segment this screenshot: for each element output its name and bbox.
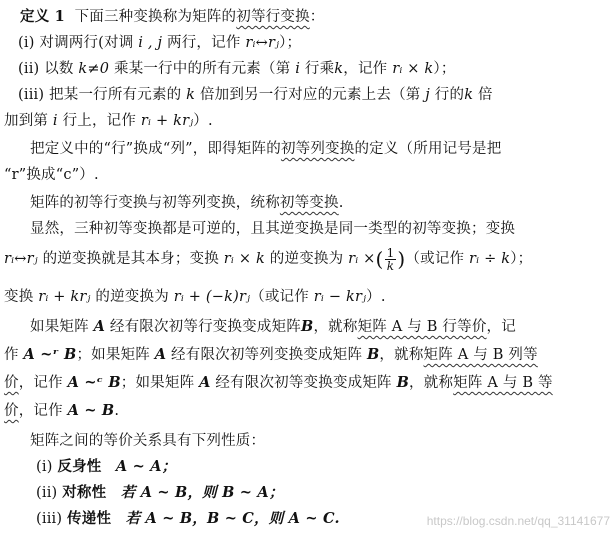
definition-colon: ： <box>309 9 325 25</box>
matrix-symbol: B <box>300 318 314 335</box>
fraction-denominator: k <box>386 258 395 273</box>
paragraph-text: 的逆变换为 <box>90 289 174 305</box>
rule-math: i <box>295 61 301 77</box>
column-transform-term: 初等列变换 <box>280 141 355 157</box>
rule-math: i , j <box>138 35 163 51</box>
property-item <box>36 480 284 506</box>
rule-1 <box>18 30 301 56</box>
math-notation: rᵢ↔rⱼ <box>4 251 38 267</box>
rule-math: k <box>334 61 344 77</box>
property-formula: 若 A ~ B，B ~ C，则 A ~ C. <box>125 510 340 527</box>
column-transform-line-1 <box>30 136 501 162</box>
rule-number: (i) <box>18 35 35 51</box>
math-notation: rᵢ × k <box>223 251 265 267</box>
rule-math: j <box>425 87 430 103</box>
property-formula: A ~ A； <box>115 458 177 475</box>
left-paren: ( <box>375 247 384 271</box>
property-name: 对称性 <box>62 484 107 501</box>
paragraph-text: ，记作 <box>18 403 68 419</box>
paragraph-text: 把定义中的“行”换成“列”，即得矩阵的 <box>30 141 281 157</box>
paragraph-text: ）； <box>510 251 533 267</box>
property-item <box>36 454 176 480</box>
paragraph-text: ，记 <box>486 319 516 335</box>
paragraph-text: ；如果矩阵 <box>76 347 155 363</box>
column-equivalent-term: 矩阵 A 与 B 列等 <box>423 347 538 363</box>
definition-intro: 下面三种变换称为矩阵的 <box>74 9 237 25</box>
right-paren: ) <box>397 247 406 271</box>
paragraph-text: 作 <box>4 347 24 363</box>
rule-math: i <box>52 113 58 129</box>
equivalence-line-4 <box>4 398 119 424</box>
rule-text: 倍加到另一行对应的元素上去（第 <box>195 87 426 103</box>
rule-3 <box>18 82 493 108</box>
paragraph-text: ，就称 <box>313 319 358 335</box>
property-name: 反身性 <box>57 458 102 475</box>
equivalence-line-1 <box>30 314 516 340</box>
equivalent-term-cont: 价 <box>4 403 19 419</box>
matrix-symbol: B <box>366 346 380 363</box>
row-equivalent-term: 矩阵 A 与 B 行等价 <box>357 319 487 335</box>
paragraph-text: ）. <box>366 289 386 305</box>
paragraph-text: . <box>338 195 344 211</box>
rule-math: k≠0 <box>78 61 110 77</box>
paragraph-text: 的逆变换就是其本身；变换 <box>37 251 224 267</box>
equivalence-line-2 <box>4 342 538 368</box>
inverse-line-2 <box>4 246 532 272</box>
relation-notation: A ~ B <box>67 402 115 419</box>
definition-line <box>20 4 324 30</box>
watermark: https://blog.csdn.net/qq_31141677 <box>426 514 610 528</box>
paragraph-text: ，就称 <box>409 375 454 391</box>
rule-text: 把某一行所有元素的 <box>49 87 187 103</box>
properties-intro <box>30 428 265 454</box>
property-number: (ii) <box>36 485 58 501</box>
math-notation: rᵢ × <box>348 251 376 267</box>
rule-number: (ii) <box>18 61 40 77</box>
column-transform-line-2 <box>4 162 99 188</box>
paragraph-text: “r”换成“c”）. <box>4 167 99 183</box>
math-notation: rᵢ + krⱼ <box>38 289 91 305</box>
rule-text: 以数 <box>44 61 79 77</box>
definition-label: 定义 1 <box>20 8 65 25</box>
rule-end: ）； <box>433 61 456 77</box>
rule-text: 乘某一行中的所有元素（第 <box>109 61 296 77</box>
rule-math: k <box>186 87 196 103</box>
paragraph-text: 的定义（所用记号是把 <box>354 141 502 157</box>
definition-term: 初等行变换 <box>236 9 310 25</box>
property-number: (iii) <box>36 511 63 527</box>
inverse-line-1 <box>30 216 515 242</box>
matrix-symbol: A <box>199 374 211 391</box>
fraction-numerator: 1 <box>386 245 395 260</box>
rule-math: k <box>464 87 474 103</box>
rule-notation: rᵢ + krⱼ <box>140 113 194 129</box>
rule-number: (iii) <box>18 87 45 103</box>
rule-text: 倍 <box>473 87 493 103</box>
paragraph-text: 经有限次初等变换变成矩阵 <box>210 375 397 391</box>
rule-text: 行的 <box>429 87 465 103</box>
paragraph-text: ，就称 <box>379 347 424 363</box>
relation-notation: A ~ᶜ B <box>67 374 121 391</box>
property-name: 传递性 <box>67 510 112 527</box>
rule-end: ）； <box>279 35 302 51</box>
elementary-transform-line <box>30 190 344 216</box>
rule-text: 加到第 <box>4 113 53 129</box>
property-item <box>36 506 340 532</box>
rule-text: 行乘 <box>300 61 335 77</box>
inverse-line-3 <box>4 284 386 310</box>
paragraph-text: （或记作 <box>250 289 314 305</box>
paragraph-text: . <box>114 403 120 419</box>
paragraph-text: 变换 <box>4 289 39 305</box>
matrix-symbol: A <box>93 318 106 335</box>
paragraph-text: 矩阵的初等行变换与初等列变换，统称 <box>30 195 280 211</box>
math-notation: rᵢ ÷ k <box>469 251 511 267</box>
rule-text: 两行，记作 <box>162 35 246 51</box>
math-notation: rᵢ − krⱼ <box>313 289 367 305</box>
paragraph-text: 的逆变换为 <box>265 251 349 267</box>
column-equivalent-term-cont: 价 <box>4 375 19 391</box>
math-notation: rᵢ + (−k)rⱼ <box>173 289 251 305</box>
rule-notation: rᵢ↔rⱼ <box>245 35 280 51</box>
fraction <box>385 247 397 272</box>
paragraph-text: 矩阵之间的等价关系具有下列性质： <box>30 433 266 449</box>
paragraph-text: 经有限次初等列变换变成矩阵 <box>166 347 367 363</box>
paragraph-text: ；如果矩阵 <box>120 375 200 391</box>
matrix-symbol: A <box>154 346 167 363</box>
equivalence-line-3 <box>4 370 553 396</box>
equivalent-term: 矩阵 A 与 B 等 <box>453 375 553 391</box>
paragraph-text: ，记作 <box>18 375 68 391</box>
paragraph-text: 显然，三种初等变换都是可逆的，且其逆变换是同一类型的初等变换；变换 <box>30 221 516 237</box>
rule-notation: rᵢ × k <box>392 61 434 77</box>
matrix-symbol: B <box>396 374 410 391</box>
property-number: (i) <box>36 459 53 475</box>
property-formula: 若 A ~ B，则 B ~ A； <box>120 484 284 501</box>
elementary-transform-term: 初等变换 <box>279 195 339 211</box>
relation-notation: A ~ʳ B <box>23 346 77 363</box>
rule-2 <box>18 56 456 82</box>
rule-end: ）. <box>193 113 213 129</box>
rule-text: 对调两行(对调 <box>39 35 139 51</box>
rule-text: 行上，记作 <box>57 113 141 129</box>
paragraph-text: 如果矩阵 <box>30 319 94 335</box>
paragraph-text: （或记作 <box>405 251 470 267</box>
rule-text: ，记作 <box>343 61 393 77</box>
paragraph-text: 经有限次初等行变换变成矩阵 <box>105 319 301 335</box>
rule-3-continued <box>4 108 213 134</box>
